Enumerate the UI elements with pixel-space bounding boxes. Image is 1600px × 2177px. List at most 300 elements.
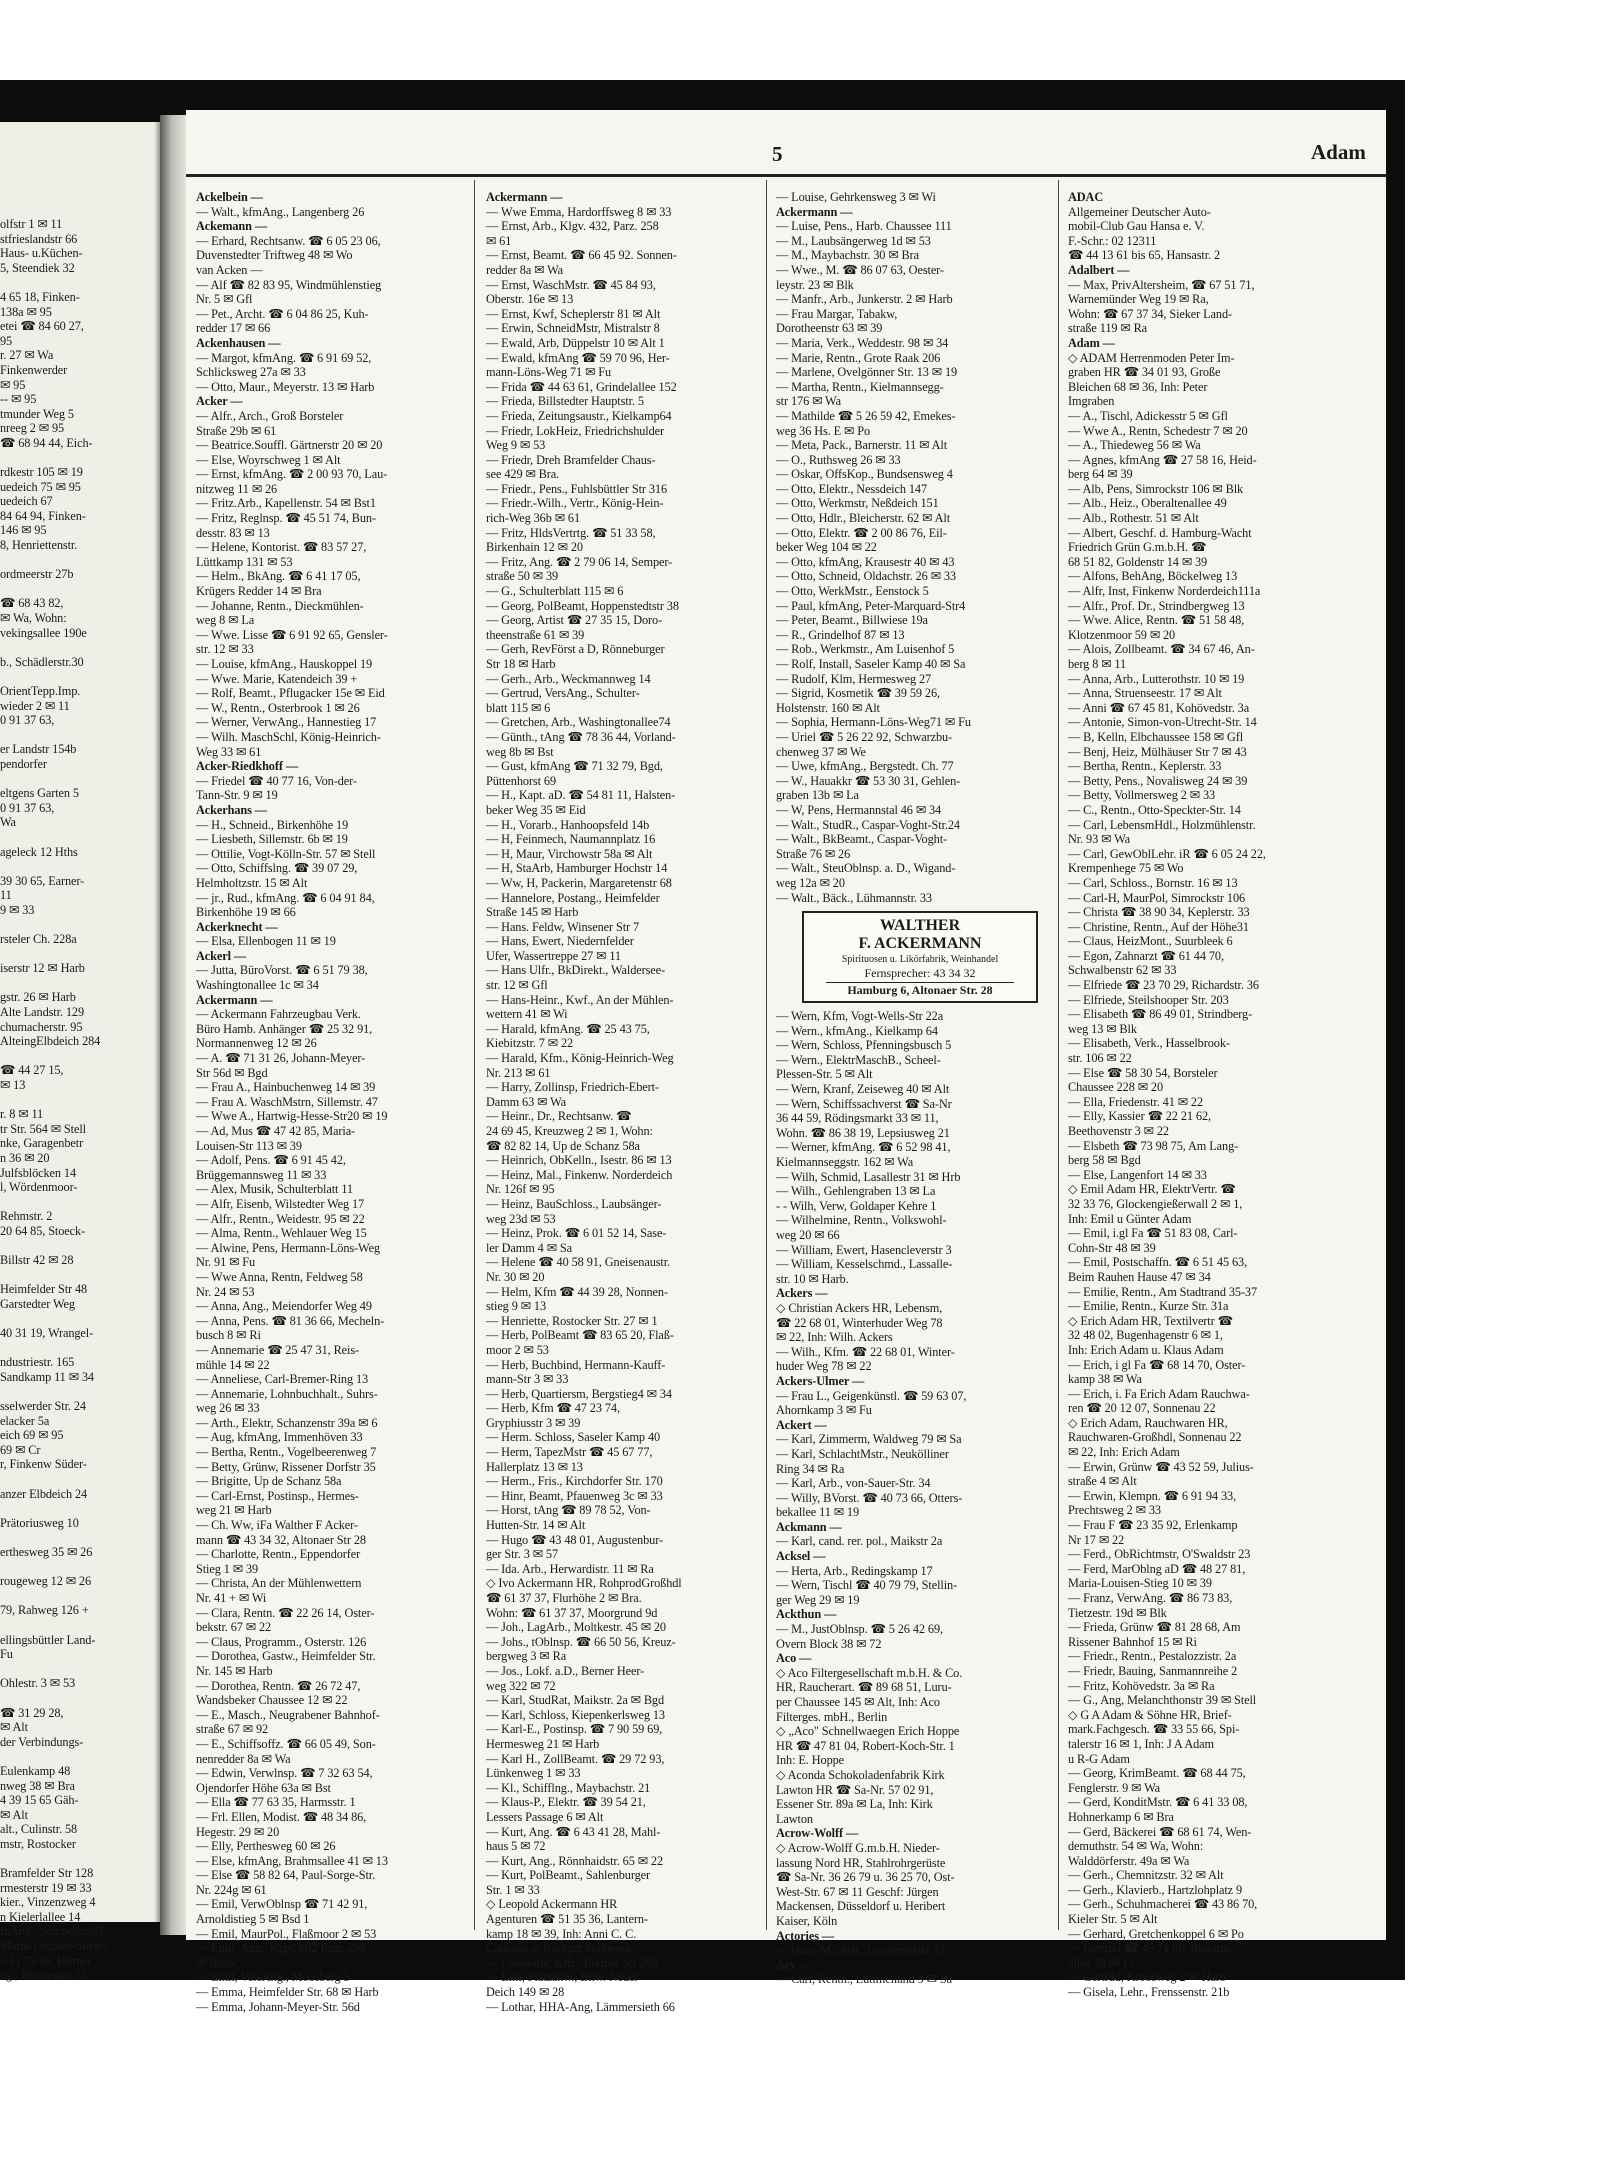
directory-entry: — R., Grindelhof 87 ✉ 13 (776, 627, 905, 642)
left-page-line: ☎ 68 94 44, Eich- (0, 435, 93, 450)
directory-entry: Ahornkamp 3 ✉ Fu (776, 1403, 872, 1418)
directory-entry: — Herb, PolBeamt ☎ 83 65 20, Flaß- (486, 1328, 674, 1343)
left-page-line: olfstr 1 ✉ 11 (0, 217, 63, 231)
directory-entry: mark.Fachgesch. ☎ 33 55 66, Spi- (1068, 1722, 1240, 1737)
directory-entry: — Wwe. Lisse ☎ 6 91 92 65, Gensler- (196, 627, 388, 642)
left-page-line (0, 1341, 155, 1356)
left-page-line: rsteler Ch. 228a (0, 932, 77, 947)
directory-entry: Mackensen, Düsseldorf u. Heribert (776, 1899, 946, 1914)
directory-entry: — Alwine, Pens, Hermann-Löns-Weg (196, 1240, 380, 1255)
directory-entry: weg 13 ✉ Blk (1068, 1021, 1137, 1036)
directory-entry: — Ad, Mus ☎ 47 42 85, Maria- (196, 1124, 356, 1138)
directory-entry: — Paul, kfmAng, Peter-Marquard-Str4 (776, 598, 966, 613)
directory-entry: — Alfr, Inst, Finkenw Norderdeich111a (1068, 584, 1261, 599)
directory-entry: — Karl, SchlachtMstr., Neukölliner (776, 1446, 949, 1461)
directory-entry: — Friedr., Rentn., Pestalozzistr. 2a (1068, 1649, 1237, 1664)
directory-entry: — Kurt, Ang., Rönnhaidstr. 65 ✉ 22 (486, 1853, 664, 1868)
directory-entry: — Christine, Rentn., Auf der Höhe31 (1068, 919, 1249, 934)
left-page-line: 0 91 37 63, (0, 800, 55, 815)
directory-entry: — Wilhelmine, Rentn., Volkswohl- (776, 1213, 947, 1228)
left-page-line (0, 728, 155, 743)
left-page-line: 8, Henriettenstr. (0, 538, 78, 553)
directory-entry: — Hans, Ewert, Niedernfelder (486, 934, 634, 949)
directory-entry: weg 8 ✉ La (196, 613, 255, 628)
directory-entry: — Wwe Anna, Rentn, Feldweg 58 (196, 1269, 363, 1284)
directory-entry: — Martha, Rentn., Kielmannsegg- (776, 379, 944, 394)
directory-entry: graben 13b ✉ La (776, 788, 859, 803)
directory-entry: theenstraße 61 ✉ 39 (486, 627, 585, 642)
directory-entry: Krempenhege 75 ✉ Wo (1068, 861, 1184, 876)
left-page-line: tmunder Weg 5 (0, 406, 74, 421)
directory-entry: chenweg 37 ✉ We (776, 744, 866, 759)
directory-entry: straße 4 ✉ Alt (1068, 1474, 1137, 1489)
directory-entry: — Wern, Kfm, Vogt-Wells-Str 22a (776, 1009, 944, 1024)
directory-entry: — Adolf, Pens. ☎ 6 91 45 42, (196, 1153, 346, 1168)
directory-entry: — Helm., BkAng. ☎ 6 41 17 05, (196, 569, 361, 584)
directory-entry: — Luise, Pens., Harb. Chaussee 111 (776, 219, 952, 234)
directory-entry: — Herm. Schloss, Saseler Kamp 40 (486, 1430, 661, 1445)
left-page-line (0, 976, 155, 991)
directory-entry: Birkenhöhe 19 ✉ 66 (196, 905, 296, 920)
left-page-line: mstr, Rostocker (0, 1836, 76, 1851)
directory-entry: Helmholtzstr. 15 ✉ Alt (196, 875, 308, 890)
directory-entry: — Friedr, LokHeiz, Friedrichshulder (486, 423, 665, 438)
directory-entry: — Wilh., Kfm. ☎ 22 68 01, Winter- (776, 1344, 955, 1359)
directory-entry: ✉ Billw (196, 1955, 237, 1970)
left-page-line: ☎ 44 27 15, (0, 1063, 64, 1078)
directory-entry: — Liesbeth, Sillemstr. 6b ✉ 19 (196, 832, 348, 847)
directory-entry: — Werner, VerwAng., Hannestieg 17 (196, 715, 377, 730)
directory-entry: — Kurt, Ang. ☎ 6 43 41 28, Mahl- (486, 1824, 661, 1839)
left-page-line (0, 830, 155, 845)
directory-entry: — Carl, LebensmHdl., Holzmühlenstr. (1068, 817, 1256, 832)
directory-entry: Ackermann — (196, 992, 273, 1007)
left-page-line (0, 582, 155, 597)
directory-entry: — Max, PrivAltersheim, ☎ 67 51 71, (1068, 277, 1255, 292)
directory-entry: Fenglerstr. 9 ✉ Wa (1068, 1780, 1160, 1795)
directory-entry: Allgemeiner Deutscher Auto- (1068, 204, 1211, 219)
directory-entry: — Emil, VerwOblnsp ☎ 71 42 91, (196, 1897, 368, 1912)
directory-entry: — Georg, Artist ☎ 27 35 15, Doro- (486, 613, 663, 628)
left-page-line (0, 772, 155, 787)
directory-entry: — Fritz, HldsVertrtg. ☎ 51 33 58, (486, 525, 656, 540)
left-page-line: 11 (0, 888, 12, 903)
directory-entry: huder Weg 78 ✉ 22 (776, 1359, 872, 1374)
directory-entry: — Karl H., ZollBeamt. ☎ 29 72 93, (486, 1751, 665, 1766)
directory-entry: — Ella ☎ 77 63 35, Harmsstr. 1 (196, 1795, 356, 1810)
left-page-line: rdkestr 105 ✉ 19 (0, 465, 83, 480)
directory-entry: — Gretchen, Arb., Washingtonallee74 (486, 715, 671, 730)
directory-entry: ◇ ADAM Herrenmoden Peter Im- (1068, 350, 1235, 365)
directory-entry: talerstr 16 ✉ 1, Inh: J A Adam (1068, 1736, 1214, 1751)
directory-entry: Stieg 1 ✉ 39 (196, 1561, 259, 1576)
directory-entry: HR ☎ 47 81 04, Robert-Koch-Str. 1 (776, 1738, 955, 1753)
directory-entry: — Emil, VersAng., Moosberg 5 (196, 1970, 350, 1985)
directory-entry: — Erhard, Rechtsanw. ☎ 6 05 23 06, (196, 233, 381, 248)
directory-entry: — Claus, HeizMont., Suurbleek 6 (1068, 934, 1233, 949)
directory-entry: — Wilh. MaschSchl, König-Heinrich- (196, 729, 381, 744)
directory-entry: — Hinr, Beamt, Pfauenweg 3c ✉ 33 (486, 1488, 663, 1503)
left-page-line: r. 8 ✉ 11 (0, 1107, 44, 1122)
directory-entry: Friedrich Grün G.m.b.H. ☎ (1068, 540, 1207, 555)
directory-entry: Ring 34 ✉ Ra (776, 1461, 845, 1476)
left-page-line: ✉ Alt (0, 1807, 28, 1822)
directory-entry: — Annemarie ☎ 25 47 31, Reis- (196, 1342, 360, 1357)
directory-entry: — Wwe Emma, Hardorffsweg 8 ✉ 33 (486, 204, 672, 219)
directory-entry: — Lothar, HHA-Ang, Lämmersieth 66 (486, 1999, 675, 2014)
left-page-line: der Verbindungs- (0, 1734, 84, 1749)
left-page-line: Haus- u.Küchen- (0, 246, 83, 261)
directory-entry: straße 67 ✉ 92 (196, 1722, 269, 1737)
directory-entry: kamp 18 ✉ 39, Inh: Anni C. C. (486, 1926, 637, 1941)
directory-entry: mobil-Club Gau Hansa e. V. (1068, 219, 1205, 234)
directory-entry: — Gertrud, Kroosweg 2 ✉ Harb (1068, 1970, 1226, 1985)
directory-entry: — Ernst, WaschMstr. ☎ 45 84 93, (486, 277, 656, 292)
left-page-line (0, 1852, 155, 1867)
directory-entry: Beim Rauhen Hause 47 ✉ 34 (1068, 1269, 1211, 1284)
directory-entry: — Carl, Schloss., Bornstr. 16 ✉ 13 (1068, 875, 1238, 890)
directory-entry: — Else ☎ 58 30 54, Borsteler (1068, 1065, 1218, 1080)
directory-entry: Ufer, Wassertreppe 27 ✉ 11 (486, 948, 621, 963)
left-page-line: vekingsallee 190e (0, 625, 87, 640)
directory-entry: — Karl, cand. rer. pol., Maikstr 2a (776, 1534, 943, 1549)
directory-entry: — Margot, kfmAng. ☎ 6 91 69 52, (196, 350, 372, 365)
directory-entry: — Ackermann Fahrzeugbau Verk. (196, 1007, 361, 1022)
directory-entry: — H., Kapt. aD. ☎ 54 81 11, Halsten- (486, 788, 676, 803)
directory-entry: 68 51 82, Goldenstr 14 ✉ 39 (1068, 554, 1208, 569)
directory-entry: — Ottilie, Vogt-Kölln-Str. 57 ✉ Stell (196, 846, 376, 861)
directory-entry: ger Str. 3 ✉ 57 (486, 1547, 558, 1562)
column-divider (474, 180, 475, 1930)
directory-entry: — Ernst, Arb., Klgv. 432, Parz. 258 (486, 219, 659, 234)
directory-entry: — Karl, Schloss, Kiepenkerlsweg 13 (486, 1707, 665, 1722)
directory-entry: Ackmann — (776, 1519, 842, 1534)
directory-entry: — Gerh., Klavierb., Hartzlohplatz 9 (1068, 1882, 1243, 1897)
directory-entry: Ackert — (776, 1417, 827, 1432)
directory-entry: Nr. 126f ✉ 95 (486, 1182, 555, 1197)
directory-entry: ◇ Erich Adam, Rauchwaren HR, (1068, 1415, 1228, 1430)
left-page-line: 69 ✉ Cr (0, 1442, 41, 1457)
left-page-line: chumacherstr. 95 (0, 1019, 83, 1034)
directory-entry: — Antonie, Simon-von-Utrecht-Str. 14 (1068, 715, 1257, 730)
directory-entry: — Ww, H, Packerin, Margaretenstr 68 (486, 875, 672, 890)
directory-entry: Carlsson u. Rüdiger Schiweck (486, 1941, 633, 1956)
directory-entry: berg 8 ✉ 11 (1068, 657, 1127, 671)
left-page-line (0, 451, 155, 466)
directory-entry: Acksel — (776, 1549, 826, 1564)
directory-entry: — Peter, Beamt., Billwiese 19a (776, 613, 928, 628)
directory-entry: — Günth., tAng ☎ 78 36 44, Vorland- (486, 729, 676, 744)
left-page-line: Heimfelder Str 48 (0, 1282, 88, 1297)
directory-entry: — Fritz, Reglnsp. ☎ 45 51 74, Bun- (196, 511, 376, 526)
directory-entry: — Harald, kfmAng. ☎ 25 43 75, (486, 1021, 650, 1036)
book-gutter (160, 115, 186, 1935)
directory-entry: — Otto, WerkMstr., Eenstock 5 (776, 584, 929, 599)
left-page-line (0, 918, 155, 933)
directory-entry: — Walt., Bäck., Lühmannstr. 33 (776, 890, 932, 905)
running-header: Adam (1311, 140, 1366, 164)
directory-entry: Ackthun — (776, 1607, 837, 1622)
directory-entry: — Herm., Fris., Kirchdorfer Str. 170 (486, 1474, 663, 1489)
directory-entry: Ojendorfer Höhe 63a ✉ Bst (196, 1780, 331, 1795)
advertisement-box (802, 911, 1038, 1003)
directory-entry: straße 50 ✉ 39 (486, 569, 559, 584)
directory-entry: — Otto, Werkmstr, Neßdeich 151 (776, 496, 939, 511)
directory-entry: — Alf ☎ 82 83 95, Windmühlenstieg (196, 277, 382, 292)
left-page-text-column (0, 217, 155, 1983)
directory-entry: — Wern, Kranf, Zeiseweg 40 ✉ Alt (776, 1082, 950, 1097)
directory-entry: Warnemünder Weg 19 ✉ Ra, (1068, 292, 1209, 307)
directory-entry: — Joh., LagArb., Moltkestr. 45 ✉ 20 (486, 1620, 666, 1635)
directory-entry: — Anneliese, Carl-Bremer-Ring 13 (196, 1372, 369, 1387)
directory-entry: Gryphiusstr 3 ✉ 39 (486, 1415, 581, 1430)
directory-entry: — Maria, Verk., Weddestr. 98 ✉ 34 (776, 335, 949, 350)
directory-entry: — Wern., ElektrMaschB., Scheel- (776, 1052, 941, 1067)
directory-entry: — Otto, Elektr. ☎ 2 00 86 76, Eil- (776, 525, 947, 540)
directory-entry: berg 64 ✉ 39 (1068, 467, 1133, 482)
directory-entry: ren ☎ 20 12 07, Sonnenau 22 (1068, 1401, 1216, 1416)
directory-entry: — Betty, Grünw, Rissener Dorfstr 35 (196, 1459, 376, 1474)
directory-entry: — Alb, Pens, Simrockstr 106 ✉ Blk (1068, 481, 1244, 496)
left-page-line (0, 1560, 155, 1575)
left-page-line: 20 64 85, Stoeck- (0, 1223, 86, 1238)
column-divider (766, 180, 767, 1930)
column-divider (1058, 180, 1059, 1930)
left-page-line: b., Schädlerstr.30 (0, 654, 84, 669)
directory-entry: Str. 1 ✉ 33 (486, 1882, 540, 1897)
directory-entry: beker Weg 35 ✉ Eid (486, 802, 586, 817)
directory-entry: weg 8b ✉ Bst (486, 744, 554, 759)
directory-entry: Ackenhausen — (196, 335, 281, 350)
directory-entry: Acker — (196, 394, 243, 409)
left-page-line (0, 1049, 155, 1064)
left-page-line: 6 51 79 08, Horner (0, 1953, 92, 1968)
directory-entry: Rauchwaren-Großhdl, Sonnenau 22 (1068, 1430, 1242, 1445)
directory-entry: — Carl-H, MaurPol, Simrockstr 106 (1068, 890, 1246, 905)
directory-entry: — Friedel ☎ 40 77 16, Von-der- (196, 773, 357, 788)
directory-entry: bergweg 3 ✉ Ra (486, 1649, 567, 1664)
directory-entry: Schwalbenstr 62 ✉ 33 (1068, 963, 1177, 978)
directory-entry: — Friedr, Bauing, Sanmannreihe 2 (1068, 1663, 1238, 1678)
left-page-line: nke, Garagenbetr (0, 1136, 84, 1151)
directory-entry: — Elsbeth ☎ 73 98 75, Am Lang- (1068, 1138, 1239, 1153)
directory-entry: — Klaus-P., Elektr. ☎ 39 54 21, (486, 1795, 646, 1810)
directory-entry: — Lieselotte, Kffr., Bremer Str 289 (486, 1955, 658, 1970)
left-page-line: -- ✉ 95 (0, 392, 37, 407)
directory-entry: Büro Hamb. Anhänger ☎ 25 32 91, (196, 1021, 373, 1036)
directory-entry: — Oskar, OffsKop., Bundsensweg 4 (776, 467, 953, 482)
directory-entry: — Elisabeth, Verk., Hasselbrook- (1068, 1036, 1230, 1051)
directory-entry: — Johanne, Rentn., Dieckmühlen- (196, 598, 364, 613)
directory-entry: — Louise, Gehrkensweg 3 ✉ Wi (776, 190, 936, 204)
directory-entry: — Ferd., ObRichtmstr, O'Swaldstr 23 (1068, 1547, 1251, 1562)
directory-entry: — Ida. Arb., Herwardistr. 11 ✉ Ra (486, 1561, 654, 1576)
left-page-line: n 36 ✉ 20 (0, 1151, 50, 1165)
directory-entry: — Georg, PolBeamt, Hoppenstedtstr 38 (486, 598, 679, 613)
directory-column-2 (486, 190, 756, 2014)
header-rule (186, 174, 1386, 177)
directory-entry: — Ch. Ww, iFa Walther F Acker- (196, 1518, 358, 1533)
directory-entry: — Marie, Rentn., Grote Raak 206 (776, 350, 941, 365)
directory-entry: — Karl, Arb., von-Sauer-Str. 34 (776, 1476, 931, 1491)
directory-entry: Walddörferstr. 49a ✉ Wa (1068, 1853, 1190, 1868)
directory-entry: ◇ G A Adam & Söhne HR, Brief- (1068, 1707, 1232, 1722)
directory-entry: Ackerknecht — (196, 919, 278, 934)
column-3-upper-entries (776, 190, 1046, 905)
directory-entry: — Karl, Zimmerm, Waldweg 79 ✉ Sa (776, 1432, 962, 1447)
left-page-line: 84 64 94, Finken- (0, 508, 86, 523)
directory-entry: — Frieda, Grünw ☎ 81 28 68, Am (1068, 1620, 1241, 1635)
left-page-line: Maria-Louisen-Stieg6 (0, 1939, 107, 1954)
directory-entry: — Hannelore, Postang., Heimfelder (486, 890, 660, 905)
directory-entry: Maria-Louisen-Stieg 10 ✉ 39 (1068, 1576, 1212, 1591)
left-page-line (0, 1472, 155, 1487)
directory-entry: — Else, kfmAng, Brahmsallee 41 ✉ 13 (196, 1853, 388, 1868)
directory-entry: — Otto, kfmAng, Krausestr 40 ✉ 43 (776, 554, 955, 569)
ad-address: Hamburg 6, Altonaer Str. 28 (826, 982, 1014, 997)
left-page-line (0, 669, 155, 684)
directory-entry: — Christa ☎ 38 90 34, Keplerstr. 33 (1068, 905, 1250, 920)
directory-entry: — M., JustOblnsp. ☎ 5 26 42 69, (776, 1622, 943, 1637)
left-page-line: sselwerder Str. 24 (0, 1399, 86, 1414)
directory-entry: — Claus, Programm., Osterstr. 126 (196, 1634, 367, 1649)
left-page-line: ✉ 13 (0, 1078, 26, 1093)
directory-entry: Klotzenmoor 59 ✉ 20 (1068, 627, 1176, 642)
left-page-line: AlteingElbdeich 284 (0, 1034, 101, 1049)
directory-entry: West-Str. 67 ✉ 11 Geschf: Jürgen (776, 1884, 939, 1899)
directory-entry: — Ernst, Kwf, Scheplerstr 81 ✉ Alt (486, 306, 661, 321)
directory-entry: Essener Str. 89a ✉ La, Inh: Kirk (776, 1797, 933, 1812)
directory-entry: — H., Vorarb., Hanhoopsfeld 14b (486, 817, 650, 832)
left-page-line: tr Str. 564 ✉ Stell (0, 1121, 86, 1136)
directory-entry: — Meta, Pack., Barnerstr. 11 ✉ Alt (776, 438, 948, 453)
directory-entry: ☎ 82 82 14, Up de Schanz 58a (486, 1138, 640, 1153)
directory-entry: — Gerh., Schuhmacherei ☎ 43 86 70, (1068, 1897, 1258, 1912)
directory-entry: Bleichen 68 ✉ 36, Inh: Peter (1068, 379, 1208, 394)
directory-entry: 32 33 76, Glockengießerwall 2 ✉ 1, (1068, 1196, 1243, 1211)
directory-entry: Nr. 145 ✉ Harb (196, 1663, 273, 1678)
directory-entry: Prechtsweg 2 ✉ 33 (1068, 1503, 1161, 1518)
directory-entry: — Harry, Zollinsp, Friedrich-Ebert- (486, 1080, 659, 1095)
directory-entry: graben HR ☎ 34 01 93, Große (1068, 365, 1221, 380)
directory-entry: — Anna, Arb., Lutterothstr. 10 ✉ 19 (1068, 671, 1245, 686)
directory-entry: Nr 17 ✉ 22 (1068, 1532, 1125, 1547)
directory-entry: — Frau A., Hainbuchenweg 14 ✉ 39 (196, 1080, 376, 1095)
directory-entry: — H, Maur, Virchowstr 58a ✉ Alt (486, 846, 653, 861)
directory-entry: Filterges. mbH., Berlin (776, 1709, 888, 1724)
directory-entry: — Dorothea, Gastw., Heimfelder Str. (196, 1649, 376, 1664)
directory-entry: — Friedr., Pens., Fuhlsbüttler Str 316 (486, 481, 668, 496)
directory-entry: — Else, Langenfort 14 ✉ 33 (1068, 1167, 1207, 1182)
left-page-line (0, 1195, 155, 1210)
directory-entry: — E., Schiffsoffz. ☎ 66 05 49, Son- (196, 1736, 376, 1751)
directory-entry: Normannenweg 12 ✉ 26 (196, 1036, 317, 1051)
directory-entry: — Gust, kfmAng ☎ 71 32 79, Bgd, (486, 759, 663, 774)
directory-entry: — Jutta, BüroVorst. ☎ 6 51 79 38, (196, 963, 368, 978)
directory-entry: — Horst, tAng ☎ 89 78 52, Von- (486, 1503, 651, 1518)
left-page-line: 0 91 37 63, (0, 713, 55, 728)
directory-entry: — Gertrud ☎ 45 71 86, Brahms- (1068, 1941, 1232, 1956)
directory-entry: — Arth., Elektr, Schanzenstr 39a ✉ 6 (196, 1415, 378, 1430)
directory-entry: — William, Kesselschmd., Lassalle- (776, 1257, 953, 1272)
directory-entry: Lawton HR ☎ Sa-Nr. 57 02 91, (776, 1782, 934, 1797)
directory-entry: — Emma, Johann-Meyer-Str. 56d (196, 1999, 360, 2014)
left-page-line: Wa (0, 815, 16, 830)
directory-entry: — Harald, Kfm., König-Heinrich-Weg (486, 1051, 674, 1066)
directory-entry: — Frl. Ellen, Modist. ☎ 48 34 86, (196, 1809, 367, 1824)
directory-entry: — Emil, Ang., Klgv. 602 Parz. 295 (196, 1941, 366, 1956)
directory-entry: weg 21 ✉ Harb (196, 1503, 272, 1518)
directory-entry: — E., Masch., Neugrabener Bahnhof- (196, 1707, 380, 1722)
directory-entry: — Fritz.Arb., Kapellenstr. 54 ✉ Bst1 (196, 496, 376, 511)
directory-entry: — Betty, Pens., Novalisweg 24 ✉ 39 (1068, 773, 1248, 788)
directory-entry: weg 36 Hs. E ✉ Po (776, 423, 870, 438)
directory-entry: — Anni ☎ 67 45 81, Kohövedstr. 3a (1068, 700, 1250, 715)
directory-entry: — Heinz, BauSchloss., Laubsänger- (486, 1196, 662, 1211)
directory-page (186, 110, 1386, 2014)
directory-entry: Ackelbein — (196, 190, 263, 204)
left-page-line: rnAng., Semperstr.63 (0, 1924, 104, 1939)
directory-entry: ◇ „Aco" Schnellwaegen Erich Hoppe (776, 1724, 960, 1739)
directory-entry: Nr. 224g ✉ 61 (196, 1882, 267, 1897)
directory-entry: — Alex, Musik, Schulterblatt 11 (196, 1182, 353, 1197)
directory-entry: — Carl, Rentn., Lüttmelland 9 ✉ Sa (776, 1972, 952, 1987)
left-page-line (0, 1662, 155, 1677)
directory-entry: Imgraben (1068, 394, 1115, 409)
directory-entry: Nr. 41 + ✉ Wi (196, 1591, 267, 1605)
directory-entry: busch 8 ✉ Ri (196, 1328, 261, 1343)
directory-entry: — Emilie, Rentn., Kurze Str. 31a (1068, 1299, 1229, 1314)
directory-entry: — Heinz, Mal., Finkenw. Norderdeich (486, 1167, 673, 1182)
directory-entry: — Manfr., Arb., Junkerstr. 2 ✉ Harb (776, 292, 953, 307)
directory-entry: Kieler Str. 5 ✉ Alt (1068, 1912, 1158, 1927)
directory-entry: — Rolf, Beamt., Pflugacker 15e ✉ Eid (196, 686, 385, 701)
left-page-line: n Kielerlallee 14 (0, 1909, 81, 1924)
directory-entry: — Charlotte, Rentn., Eppendorfer (196, 1547, 361, 1562)
directory-entry: Actories — (776, 1928, 835, 1943)
directory-entry: ger Weg 29 ✉ 19 (776, 1592, 860, 1607)
directory-entry: — Emilie, Rentn., Am Stadtrand 35-37 (1068, 1284, 1258, 1299)
directory-entry: — Wilh., Gehlengraben 13 ✉ La (776, 1184, 936, 1199)
directory-entry: Plessen-Str. 5 ✉ Alt (776, 1067, 873, 1082)
directory-entry: Weg 33 ✉ 61 (196, 744, 262, 759)
directory-entry: Wohn: ☎ 61 37 37, Moorgrund 9d (486, 1605, 658, 1620)
left-page-line: alt., Culinstr. 58 (0, 1822, 78, 1837)
directory-entry: — H., Schneid., Birkenhöhe 19 (196, 817, 349, 832)
directory-entry: — Johs., tOblnsp. ☎ 66 50 56, Kreuz- (486, 1634, 676, 1649)
left-page-line (0, 1312, 155, 1327)
left-page-line: erthesweg 35 ✉ 26 (0, 1545, 93, 1560)
directory-entry: Nr. 213 ✉ 61 (486, 1065, 551, 1080)
directory-entry: — Betty, Vollmersweg 2 ✉ 33 (1068, 788, 1216, 803)
directory-entry: Hegestr. 29 ✉ 20 (196, 1824, 280, 1839)
directory-entry: — Karl-E., Postinsp. ☎ 7 90 59 69, (486, 1722, 663, 1737)
left-page-line: 138a ✉ 95 (0, 304, 52, 319)
directory-entry: allee 78 ✉ 13 (1068, 1955, 1135, 1970)
directory-entry: ✉ 61 (486, 233, 512, 248)
left-page-line: Eulenkamp 48 (0, 1763, 71, 1778)
directory-entry: mann-Löns-Weg 71 ✉ Fu (486, 365, 612, 380)
left-page-line: er Landstr 154b (0, 742, 77, 757)
directory-entry: — Friedr, Dreh Bramfelder Chaus- (486, 452, 656, 467)
left-page-line: 4 65 18, Finken- (0, 289, 80, 304)
left-page-line: Julfsblöcken 14 (0, 1165, 77, 1180)
directory-entry: — C., Rentn., Otto-Speckter-Str. 14 (1068, 802, 1241, 817)
directory-entry: — Annemarie, Lohnbuchhalt., Suhrs- (196, 1386, 378, 1401)
left-page-line (0, 1239, 155, 1254)
left-page-line: uedeich 75 ✉ 95 (0, 479, 81, 494)
directory-entry: Ackermann — (776, 204, 853, 219)
